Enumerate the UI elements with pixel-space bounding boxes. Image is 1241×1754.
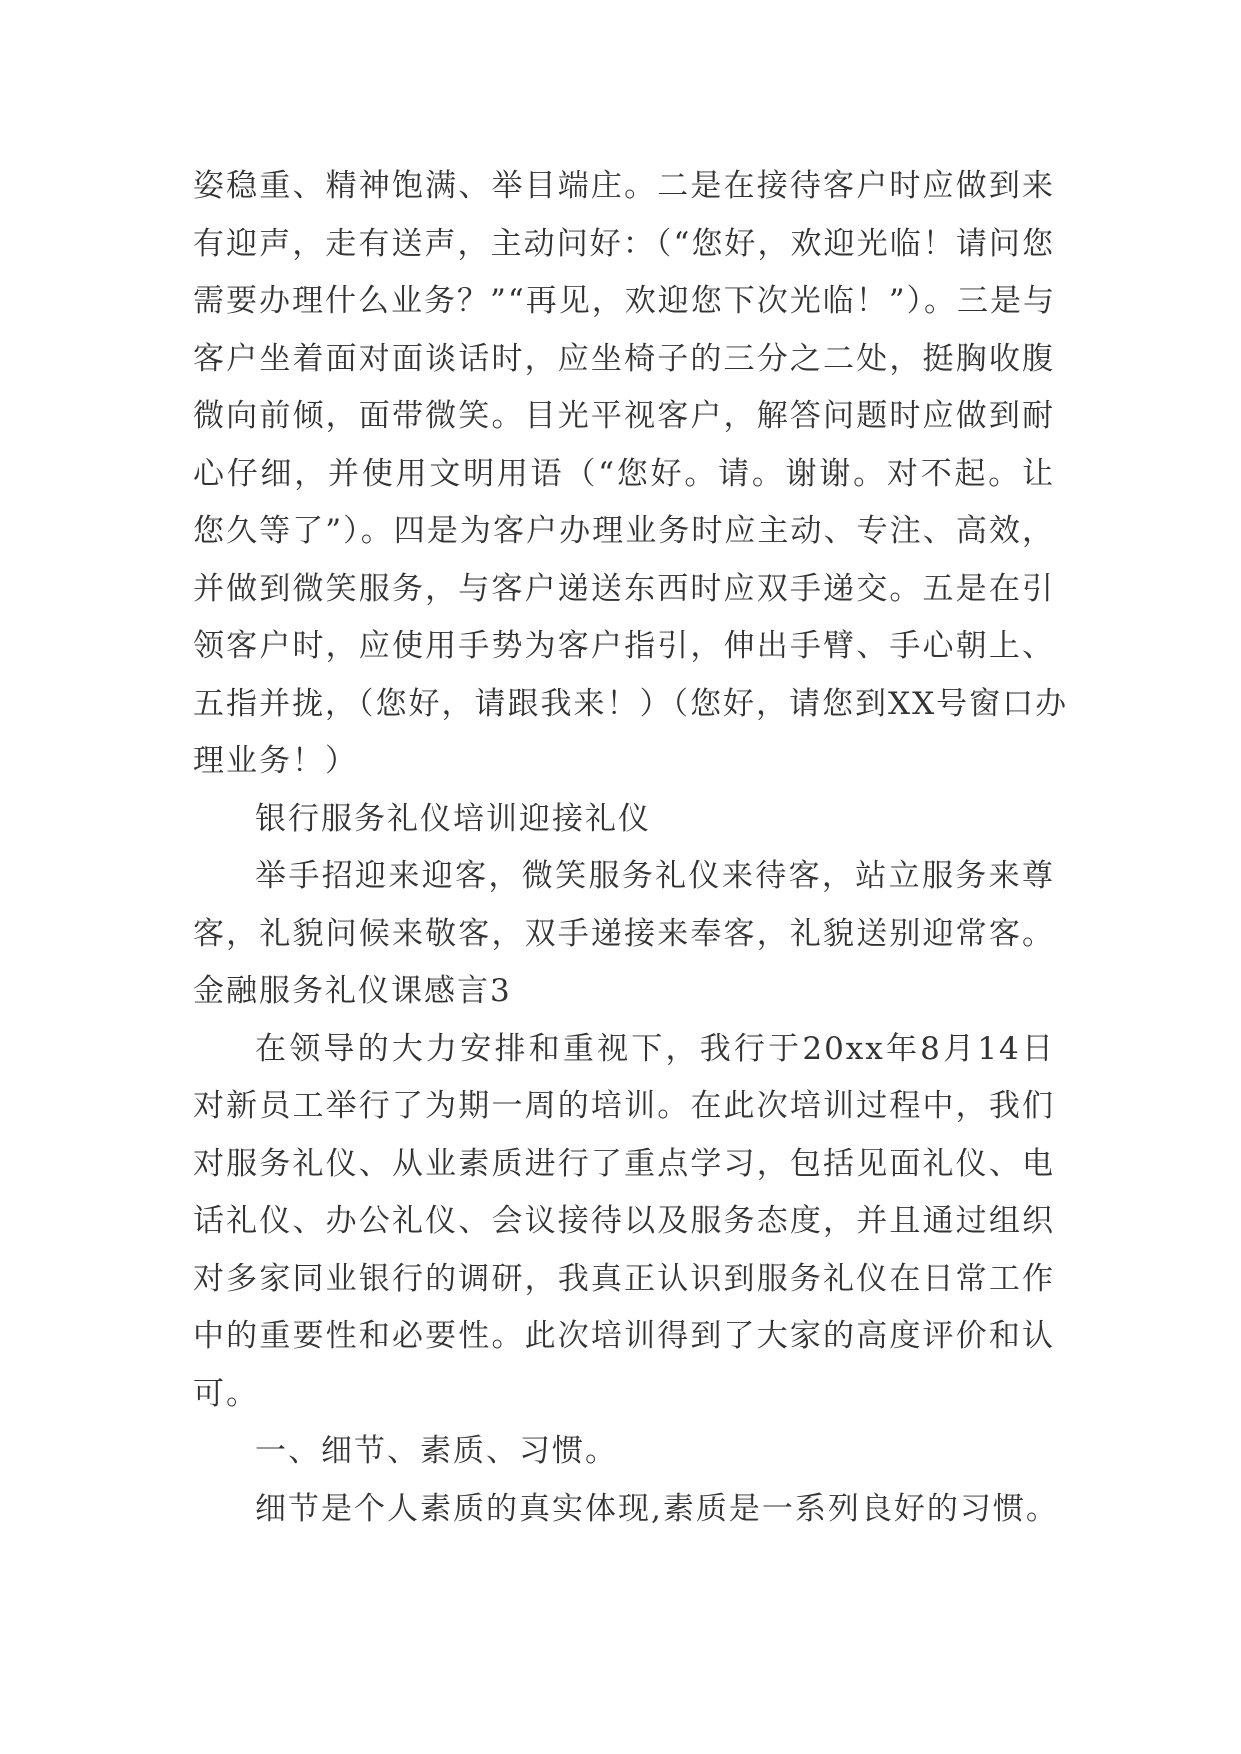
text-line: 并做到微笑服务，与客户递送东西时应双手递交。五是在引 [193, 570, 1055, 607]
text-line: 客户坐着面对面谈话时，应坐椅子的三分之二处，挺胸收腹 [193, 340, 1055, 377]
paragraph-training-intro [193, 1021, 1055, 1424]
paragraph-etiquette-continued [193, 158, 1069, 791]
text-line: 一、细节、素质、习惯。 [255, 1433, 618, 1469]
text-line: 举手招迎来迎客，微笑服务礼仪来待客，站立服务来尊 [255, 858, 1055, 894]
subheading-details-quality-habits [193, 1423, 1055, 1481]
text-line: 细节是个人素质的真实体现,素质是一系列良好的习惯。 [255, 1490, 1059, 1527]
paragraph-welcome-etiquette [193, 848, 1055, 963]
text-line: 理业务！） [193, 743, 358, 779]
text-line: 姿稳重、精神饱满、举目端庄。二是在接待客户时应做到来 [193, 168, 1055, 204]
text-line: 需要办理什么业务？”“再见，欢迎您下次光临！”）。三是与 [193, 283, 1057, 319]
section-heading-welcome-etiquette [193, 791, 1055, 849]
text-line: 微向前倾，面带微笑。目光平视客户，解答问题时应做到耐 [193, 398, 1055, 434]
text-line: 您久等了”）。四是为客户办理业务时应主动、专注、高效， [193, 513, 1055, 549]
text-line: 可。 [193, 1375, 259, 1412]
text-line: 话礼仪、办公礼仪、会议接待以及服务态度，并且通过组织 [193, 1203, 1055, 1239]
text-line: 有迎声，走有送声，主动问好：（“您好，欢迎光临！请问您 [193, 225, 1055, 262]
text-line: 五指并拢，（您好，请跟我来！）（您好，请您到XX号窗口办 [193, 685, 1069, 722]
text-line: 客，礼貌问候来敬客，双手递接来奉客，礼貌送别迎常客。 [193, 915, 1055, 952]
text-line: 领客户时，应使用手势为客户指引，伸出手臂、手心朝上、 [193, 628, 1055, 664]
paragraph-details-quality [193, 1481, 1059, 1539]
text-line: 对服务礼仪、从业素质进行了重点学习，包括见面礼仪、电 [193, 1145, 1055, 1182]
section-title-reflection-3 [193, 963, 1055, 1021]
text-line: 金融服务礼仪课感言3 [193, 973, 512, 1009]
text-line: 中的重要性和必要性。此次培训得到了大家的高度评价和认 [193, 1318, 1055, 1354]
text-line: 对多家同业银行的调研，我真正认识到服务礼仪在日常工作 [193, 1260, 1055, 1297]
text-line: 银行服务礼仪培训迎接礼仪 [255, 800, 651, 837]
text-line: 心仔细，并使用文明用语（“您好。请。谢谢。对不起。让 [193, 455, 1055, 492]
text-line: 在领导的大力安排和重视下，我行于20xx年8月14日 [255, 1030, 1055, 1067]
document-page [193, 158, 1069, 1538]
text-line: 对新员工举行了为期一周的培训。在此次培训过程中，我们 [193, 1088, 1055, 1124]
